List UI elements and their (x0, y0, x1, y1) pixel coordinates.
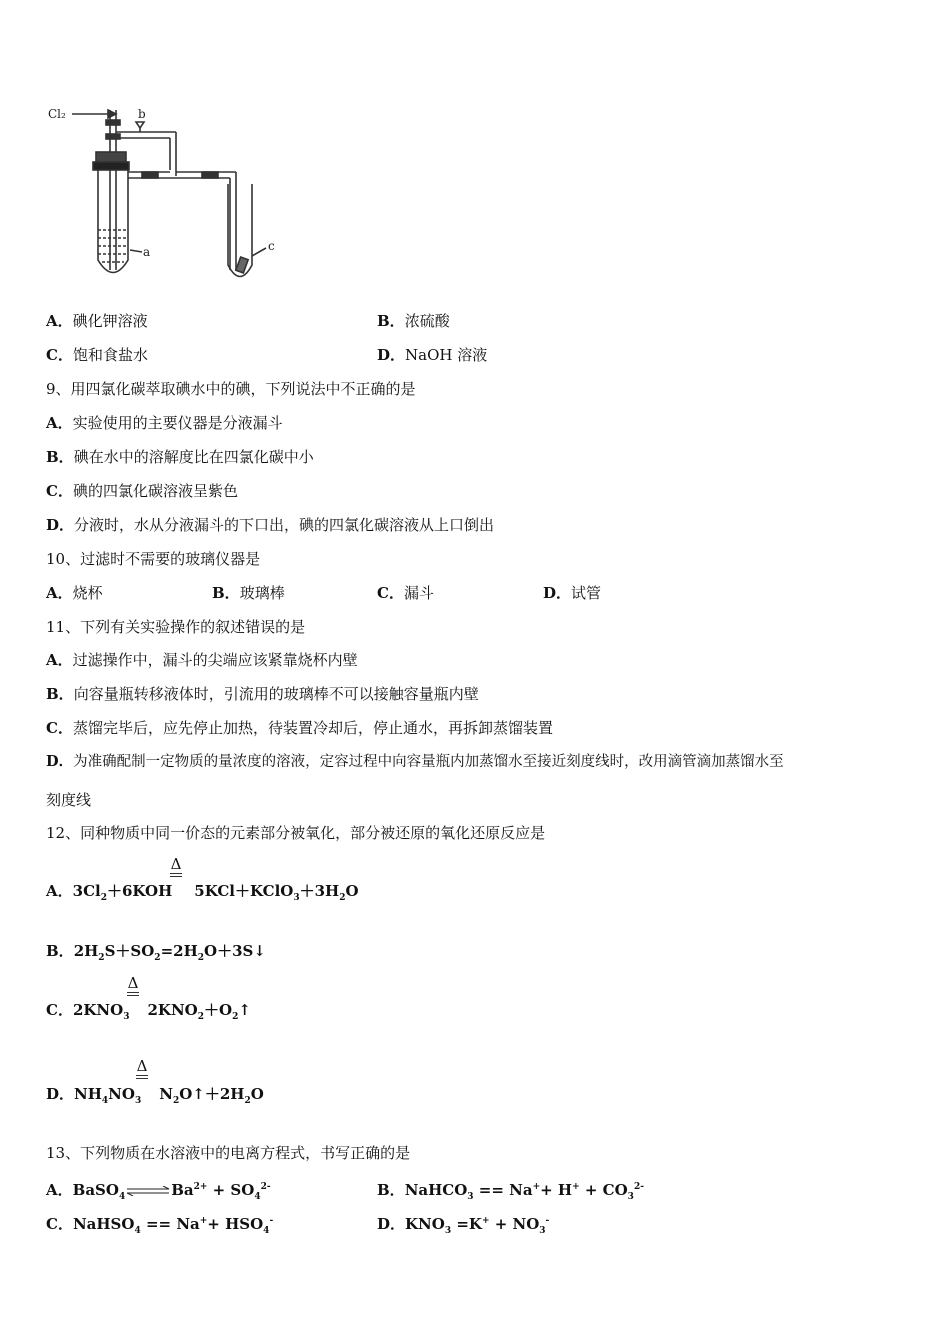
q11-option-d-continued: 刻度线 (46, 791, 92, 809)
q8-option-c[interactable]: C．饱和食盐水 (46, 346, 148, 364)
equilibrium-arrow-icon (125, 1181, 171, 1201)
q12-stem: 12、同种物质中同一价态的元素部分被氧化，部分被还原的氧化还原反应是 (46, 824, 546, 842)
q10-option-b[interactable]: B．玻璃棒 (212, 584, 285, 602)
label-b: b (138, 107, 146, 121)
q12-option-b[interactable]: B．$2H_2S+SO_2=2H_2O+3S↓$ (46, 942, 266, 963)
q10-option-a[interactable]: A．烧杯 (46, 584, 103, 602)
label-c: c (268, 239, 275, 253)
q12-option-d[interactable]: D．$NH_4NO_3$ $N_2O↑+2H_2O$ (46, 1085, 264, 1106)
q10-stem: 10、过滤时不需要的玻璃仪器是 (46, 550, 261, 568)
q12-a-heat-symbol: Δ (170, 856, 182, 877)
q9-option-a[interactable]: A．实验使用的主要仪器是分液漏斗 (46, 414, 283, 432)
q12-option-a[interactable]: A．$3Cl_2+6KOH$ $5KCl+KClO_3+3H_2O$ (46, 882, 359, 903)
q12-d-heat-symbol: Δ (136, 1058, 148, 1079)
q12-option-c[interactable]: C．$2KNO_3$ $2KNO_2+O_2↑$ (46, 1001, 251, 1022)
q10-option-d[interactable]: D．试管 (543, 584, 602, 602)
q9-option-c[interactable]: C．碘的四氯化碳溶液呈紫色 (46, 482, 238, 500)
q13-option-c[interactable]: C．NaHSO$_4$ == $Na^++ HSO_4^-$ (46, 1215, 274, 1236)
q8-option-a[interactable]: A．碘化钾溶液 (46, 312, 148, 330)
q13-option-d[interactable]: D．$KNO_3 =K^+ + NO_3^-$ (377, 1215, 550, 1236)
label-cl2: Cl₂ (48, 107, 66, 121)
q11-option-c[interactable]: C．蒸馏完毕后，应先停止加热，待装置冷却后，停止通水，再拆卸蒸馏装置 (46, 719, 553, 737)
q13-stem: 13、下列物质在水溶液中的电离方程式，书写正确的是 (46, 1144, 411, 1162)
q11-stem: 11、下列有关实验操作的叙述错误的是 (46, 618, 306, 636)
apparatus-diagram (46, 100, 296, 285)
label-a: a (143, 245, 151, 259)
q10-option-c[interactable]: C．漏斗 (377, 584, 434, 602)
q13-option-a[interactable]: A．BaSO$_4$ $Ba^{2+} + SO_4^{2-}$ (46, 1181, 271, 1202)
q12-c-heat-symbol: Δ (127, 975, 139, 996)
q11-option-b[interactable]: B．向容量瓶转移液体时，引流用的玻璃棒不可以接触容量瓶内壁 (46, 685, 479, 703)
q9-option-d[interactable]: D．分液时，水从分液漏斗的下口出，碘的四氯化碳溶液从上口倒出 (46, 516, 495, 534)
q8-option-d[interactable]: D．NaOH 溶液 (377, 346, 488, 364)
q11-option-d[interactable]: D．为准确配制一定物质的量浓度的溶液，定容过程中向容量瓶内加蒸馏水至接近刻度线时，改用滴管滴加蒸馏水至 (46, 753, 784, 770)
q9-option-b[interactable]: B．碘在水中的溶解度比在四氯化碳中小 (46, 448, 314, 466)
q11-option-a[interactable]: A．过滤操作中，漏斗的尖端应该紧靠烧杯内壁 (46, 651, 358, 669)
q9-stem: 9、用四氯化碳萃取碘水中的碘，下列说法中不正确的是 (46, 380, 416, 398)
q13-option-b[interactable]: B．NaHCO$_3$ == $Na^++ H^+ + CO_3^{2-}$ (377, 1181, 644, 1202)
q8-option-b[interactable]: B．浓硫酸 (377, 312, 450, 330)
